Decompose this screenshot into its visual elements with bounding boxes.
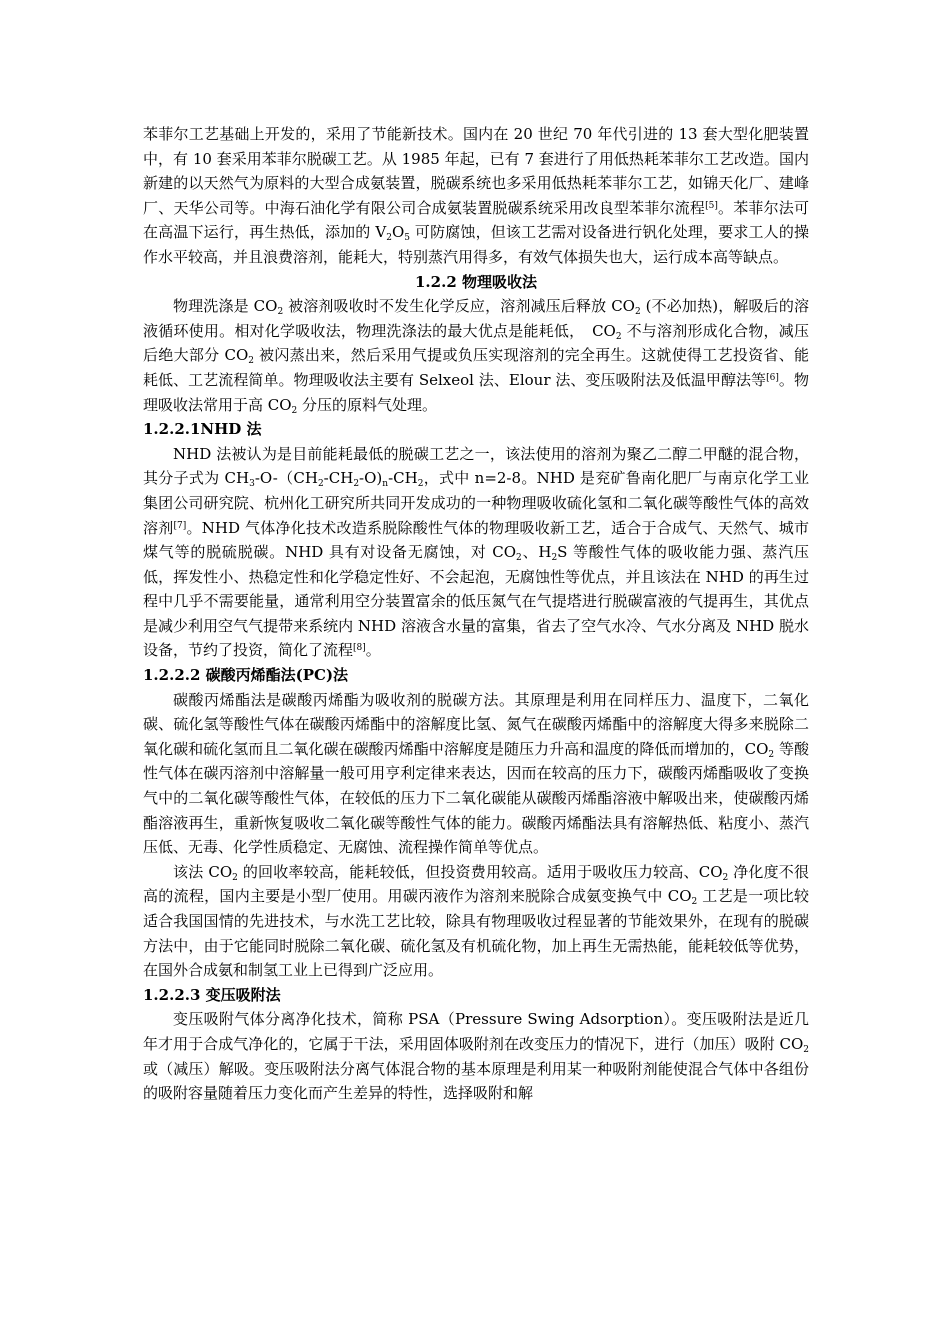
- paragraph-pc-method: [143, 688, 809, 860]
- subscript: 5: [404, 233, 410, 244]
- text-run: (不必加热)，解吸后的溶液循环使用。相对化学吸收法，物理洗涤法的最大优点是能耗低， CO: [143, 297, 809, 340]
- subscript: 2: [232, 872, 238, 883]
- section-heading-1-2-2: 1.2.2 物理吸收法: [415, 272, 537, 291]
- text-run: -CH: [323, 469, 354, 488]
- section-heading-1-2-2-3: 1.2.2.3 变压吸附法: [143, 985, 281, 1004]
- paragraph-pc-advantages: [143, 860, 809, 983]
- text-run: 的回收率较高，能耗较低，但投资费用较高。适用于吸收压力较高、CO: [237, 862, 723, 881]
- subscript: 2: [353, 479, 360, 490]
- text-run: 可防腐蚀，但该工艺需对设备进行钒化处理，要求工人的操作水平较高，并且浪费溶剂，能耗大，特别蒸汽用得多，有效气体损失也大，运行成本高等缺点。: [143, 223, 809, 266]
- text-run: 。苯菲尔法可在高温下运行，再生热低，添加的 V: [143, 198, 809, 242]
- text-run: 被闪蒸出来，然后采用气提或负压实现溶剂的完全再生。这就使得工艺投资省、能耗低、工艺流程简单。物理吸收法主要有 Selxeol 法、Elour 法、变压吸附法及低温甲醇法等: [143, 346, 809, 389]
- subscript: 2: [551, 553, 558, 564]
- subscript: n: [382, 479, 389, 490]
- subscript: 2: [615, 331, 622, 342]
- subscript: 2: [277, 307, 284, 318]
- paragraph-nhd: [143, 442, 809, 663]
- text-run: 苯菲尔工艺基础上开发的，采用了节能新技术。国内在 20 世纪 70 年代引进的 13 套大型化肥装置中，有 10 套采用苯菲尔脱碳工艺。从 1985 年起，已有 7 套进行了用低热耗苯菲尔工艺改造。国内新建的以天然气为原料的大型合成氨装置，脱碳系统也多采用低热耗苯菲尔工艺，如锦天化厂、建峰厂、天华公司等。中海石油化学有限公司合成氨装置脱碳系统采用改良型苯菲尔流程: [143, 125, 809, 217]
- subscript: 2: [768, 749, 775, 760]
- citation-5: [5]: [705, 200, 718, 211]
- text-run: 被溶剂吸收时不发生化学反应，溶剂减压后释放 CO: [283, 297, 635, 316]
- citation-8: [8]: [353, 643, 366, 654]
- subscript: 2: [317, 479, 324, 490]
- subscript: 2: [691, 897, 698, 908]
- text-run: -O): [359, 469, 383, 488]
- citation-7: [7]: [173, 520, 187, 531]
- subscript: 2: [417, 479, 424, 490]
- text-run: S 等酸性气体的吸收能力强、蒸汽压低，挥发性小、热稳定性和化学稳定性好、不会起泡，无腐蚀性等优点，并且该法在 NHD 的再生过程中几乎不需要能量，通常利用空分装置富余的低压氮气在气提塔进行脱碳富液的气提再生，其优点是减少利用空气气提带来系统内 NHD 溶液含水量的富集，省去了空气水冷、气水分离及 NHD 脱水设备，节约了投资，简化了流程: [143, 543, 809, 660]
- text-run: 等酸性气体在碳丙溶剂中溶解量一般可用亨利定律来表达，因而在较高的压力下，碳酸丙烯酯吸收了变换气中的二氧化碳等酸性气体，在较低的压力下二氧化碳能从碳酸丙烯酯溶液中解吸出来，使碳酸丙烯酯溶液再生，重新恢复吸收二氧化碳等酸性气体的能力。碳酸丙烯酯法具有溶解热低、粘度小、蒸汽压低、无毒、化学性质稳定、无腐蚀、流程操作简单等优点。: [143, 739, 809, 857]
- text-run: 碳酸丙烯酯法是碳酸丙烯酯为吸收剂的脱碳方法。其原理是利用在同样压力、温度下，二氧化碳、硫化氢等酸性气体在碳酸丙烯酯中的溶解度比氢、氮气在碳酸丙烯酯中的溶解度大得多来脱除二氧化碳和硫化氢而且二氧化碳在碳酸丙烯酯中溶解度是随压力升高和温度的降低而增加的，CO: [143, 690, 809, 758]
- text-run: ，式中 n=2-8。NHD 是兖矿鲁南化肥厂与南京化学工业集团公司研究院、杭州化工研究所共同开发成功的一种物理吸收硫化氢和二氧化碳等酸性气体的高效溶剂: [143, 469, 809, 537]
- citation-6: [6]: [766, 372, 779, 383]
- text-run: 分压的原料气处理。: [297, 395, 438, 414]
- section-heading-1-2-2-2: 1.2.2.2 碳酸丙烯酯法(PC)法: [143, 666, 349, 685]
- text-run: 变压吸附气体分离净化技术，简称 PSA（Pressure Swing Adsorption）。变压吸附法是近几年才用于合成气净化的，它属于干法，采用固体吸附剂在改变压力的情况下，进行（加压）吸附 CO: [143, 1010, 809, 1053]
- subscript: 2: [516, 553, 522, 564]
- text-run: -CH: [388, 469, 418, 488]
- text-run: 。物理吸收法常用于高 CO: [143, 370, 809, 414]
- text-run: NHD 法被认为是目前能耗最低的脱碳工艺之一，该法使用的溶剂为聚乙二醇二甲醚的混合物，其分子式为 CH: [143, 444, 809, 488]
- subscript: 2: [291, 405, 298, 416]
- text-run: 或（减压）解吸。变压吸附法分离气体混合物的基本原理是利用某一种吸附剂能使混合气体中各组份的吸附容量随着压力变化而产生差异的特性，选择吸附和解: [143, 1059, 809, 1103]
- subscript: 2: [248, 356, 254, 367]
- paragraph-psa: [143, 1007, 809, 1105]
- document-page: [143, 122, 809, 1106]
- paragraph-physical-absorption: [143, 294, 809, 417]
- section-heading-1-2-2-1: 1.2.2.1NHD 法: [143, 420, 262, 439]
- text-run: 物理洗涤是 CO: [173, 297, 278, 316]
- subscript: 2: [803, 1044, 809, 1055]
- subscript: 2: [386, 233, 392, 244]
- text-run: -O-（CH: [254, 469, 318, 488]
- text-run: 。: [365, 641, 381, 660]
- text-run: 。NHD 气体净化技术改造系脱除酸性气体的物理吸收新工艺，适合于合成气、天然气、城市煤气等的脱硫脱碳。NHD 具有对设备无腐蚀，对 CO: [143, 518, 809, 562]
- text-run: 、H: [521, 543, 552, 562]
- text-run: 工艺是一项比较适合我国国情的先进技术，与水洗工艺比较，除具有物理吸收过程显著的节能效果外，在现有的脱碳方法中，由于它能同时脱除二氧化碳、硫化氢及有机硫化物，加上再生无需热能，能耗较低等优势，在国外合成氨和制氢工业上已得到广泛应用。: [143, 887, 809, 980]
- text-run: 该法 CO: [173, 862, 233, 881]
- text-run: 不与溶剂形成化合物，减压后绝大部分 CO: [143, 321, 809, 365]
- text-run: O: [391, 223, 405, 242]
- subscript: 2: [634, 307, 641, 318]
- subscript: 2: [722, 872, 729, 883]
- paragraph-benfield: [143, 122, 809, 270]
- subscript: 3: [249, 479, 255, 490]
- text-run: 净化度不很高的流程，国内主要是小型厂使用。用碳丙液作为溶剂来脱除合成氨变换气中 CO: [143, 862, 810, 906]
